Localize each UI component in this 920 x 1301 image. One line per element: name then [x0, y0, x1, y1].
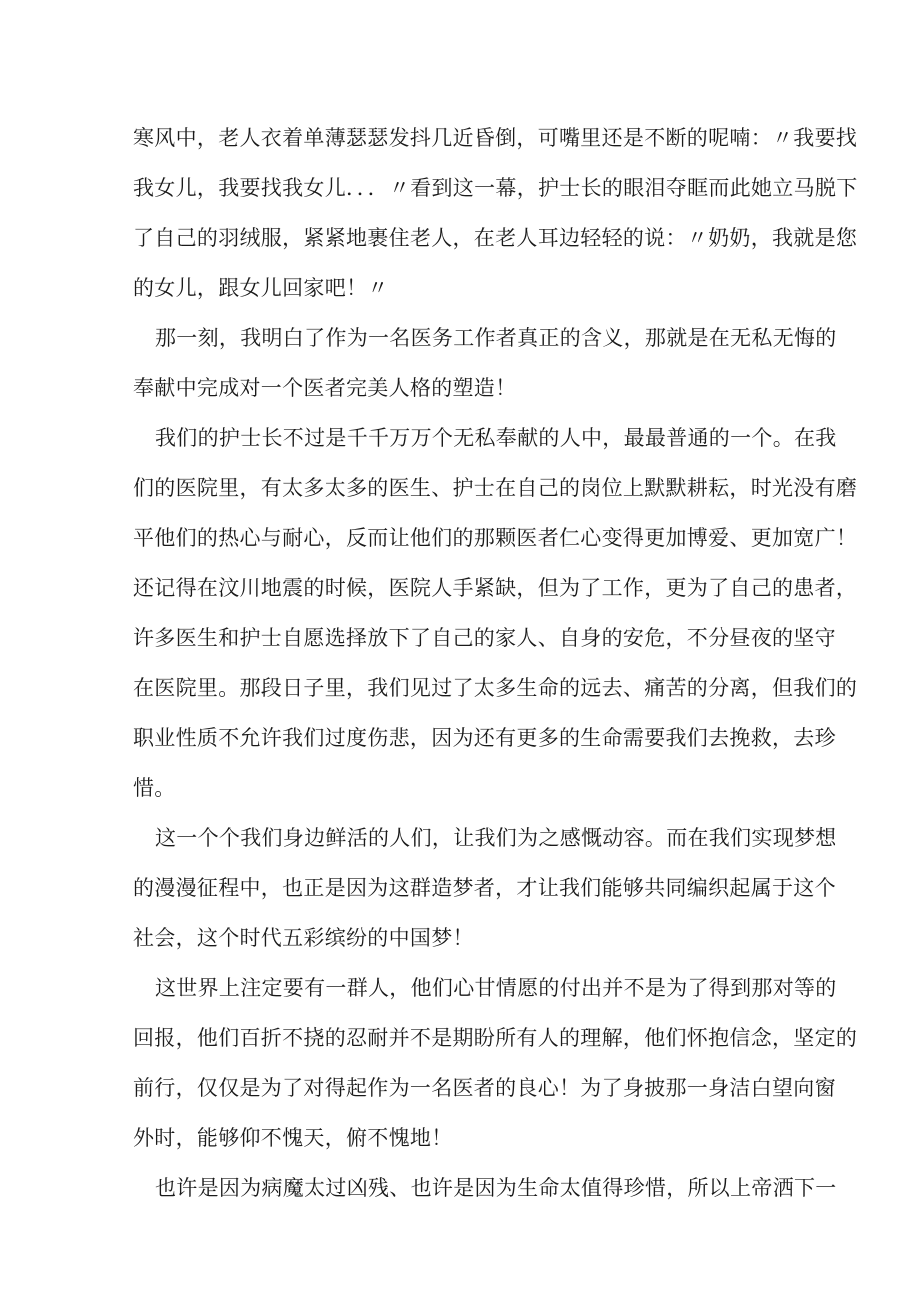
paragraph — [133, 113, 858, 313]
paragraph — [133, 413, 858, 813]
text-line: 我们的护士长不过是千千万万个无私奉献的人中，最最普通的一个。在我 — [155, 426, 837, 450]
text-line: 职业性质不允许我们过度伤悲，因为还有更多的生命需要我们去挽救，去珍 — [133, 726, 836, 750]
text-line: 我女儿，我要找我女儿．．．〃看到这一幕，护士长的眼泪夺眶而此她立马脱下 — [133, 176, 858, 200]
text-line: 在医院里。那段日子里，我们见过了太多生命的远去、痛苦的分离，但我们的 — [133, 676, 858, 700]
text-line: 寒风中，老人衣着单薄瑟瑟发抖几近昏倒，可嘴里还是不断的呢喃：〃我要找 — [133, 126, 858, 150]
text-line: 惜。 — [133, 776, 176, 800]
text-line: 还记得在汶川地震的时候，医院人手紧缺，但为了工作，更为了自己的患者， — [133, 576, 858, 600]
text-line: 回报，他们百折不挠的忍耐并不是期盼所有人的理解，他们怀抱信念，坚定的 — [133, 1026, 858, 1050]
text-line: 这一个个我们身边鲜活的人们，让我们为之感慨动容。而在我们实现梦想 — [155, 826, 837, 850]
text-line: 的漫漫征程中，也正是因为这群造梦者，才让我们能够共同编织起属于这个 — [133, 876, 836, 900]
paragraph — [133, 963, 858, 1163]
text-line: 平他们的热心与耐心，反而让他们的那颗医者仁心变得更加博爱、更加宽广！ — [133, 526, 858, 550]
text-line: 许多医生和护士自愿选择放下了自己的家人、自身的安危，不分昼夜的坚守 — [133, 626, 836, 650]
text-line: 外时，能够仰不愧天，俯不愧地！ — [133, 1126, 453, 1150]
text-line: 前行，仅仅是为了对得起作为一名医者的良心！为了身披那一身洁白望向窗 — [133, 1076, 836, 1100]
text-line: 奉献中完成对一个医者完美人格的塑造！ — [133, 376, 517, 400]
text-line: 了自己的羽绒服，紧紧地裹住老人，在老人耳边轻轻的说：〃奶奶，我就是您 — [133, 226, 858, 250]
document-page — [133, 113, 858, 1213]
text-line: 社会，这个时代五彩缤纷的中国梦！ — [133, 926, 474, 950]
text-line: 们的医院里，有太多太多的医生、护士在自己的岗位上默默耕耘，时光没有磨 — [133, 476, 858, 500]
text-line: 的女儿，跟女儿回家吧！〃 — [133, 276, 389, 300]
paragraph — [133, 313, 837, 413]
text-line: 这世界上注定要有一群人，他们心甘情愿的付出并不是为了得到那对等的 — [155, 976, 837, 1000]
text-line: 也许是因为病魔太过凶残、也许是因为生命太值得珍惜，所以上帝洒下一 — [155, 1176, 837, 1200]
text-line: 那一刻，我明白了作为一名医务工作者真正的含义，那就是在无私无悔的 — [155, 326, 837, 350]
paragraph — [133, 813, 837, 963]
paragraph — [133, 1163, 837, 1213]
